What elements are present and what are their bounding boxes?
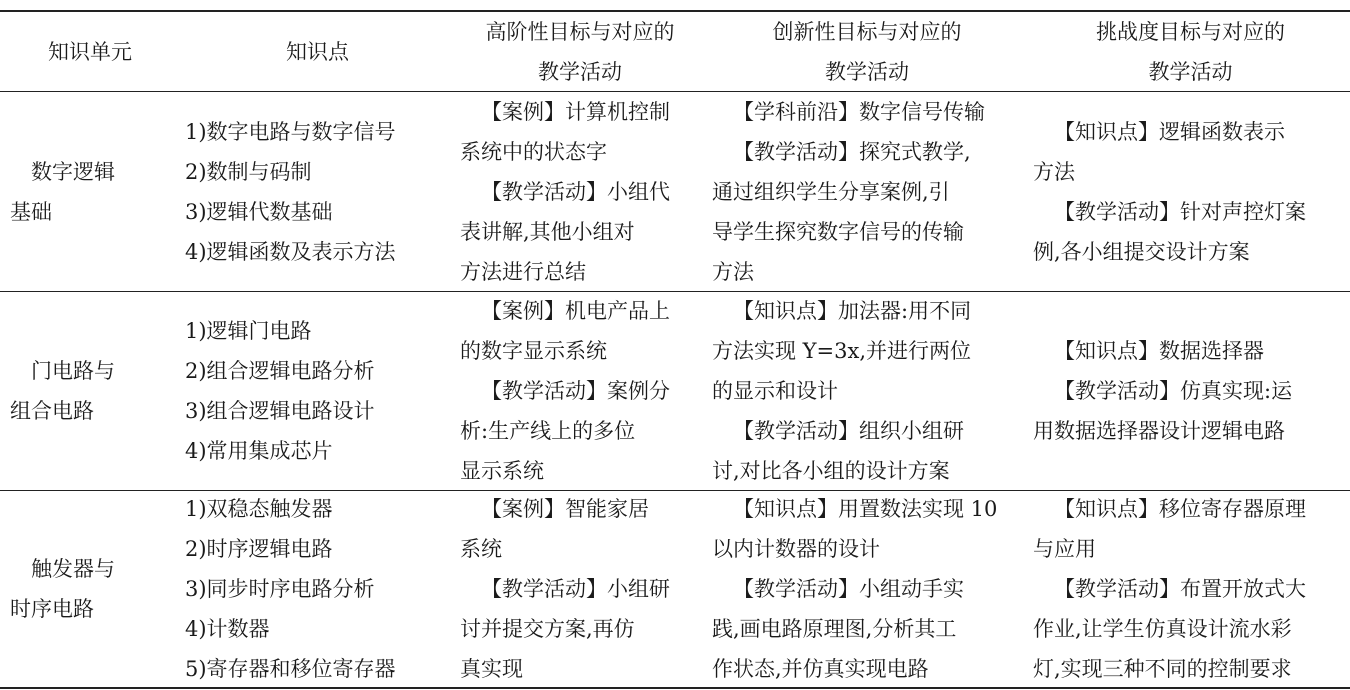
cell-text: 的数字显示系统	[460, 339, 607, 363]
cell-text: 用数据选择器设计逻辑电路	[1033, 419, 1285, 443]
header-knowledge-points	[185, 12, 450, 91]
cell-text: 真实现	[460, 657, 523, 681]
cell-text: 导学生探究数字信号的传输	[712, 219, 964, 244]
cell-text: 数字逻辑	[31, 159, 115, 184]
row2-points	[185, 292, 450, 490]
header-text: 教学活动	[825, 59, 909, 84]
row2-challenge	[1033, 292, 1348, 490]
cell-text: 析:生产线上的多位	[460, 419, 636, 443]
cell-text: 【案例】机电产品上	[481, 299, 670, 323]
cell-text: 时序电路	[10, 597, 94, 621]
cell-text: 【案例】计算机控制	[481, 99, 670, 124]
header-text: 知识单元	[48, 39, 132, 64]
cell-text: 【知识点】移位寄存器原理	[1054, 497, 1306, 521]
cell-text: 【知识点】逻辑函数表示	[1054, 119, 1285, 144]
row1-higher	[460, 92, 700, 291]
row3-challenge	[1033, 491, 1348, 687]
list-item: 3)逻辑代数基础	[185, 199, 333, 224]
header-knowledge-unit	[10, 12, 170, 91]
cell-text: 与应用	[1033, 537, 1096, 561]
cell-text: 以内计数器的设计	[712, 537, 880, 561]
cell-text: 【教学活动】小组代	[481, 179, 670, 204]
cell-text: 组合电路	[10, 399, 94, 423]
row3-unit	[10, 491, 170, 687]
list-item: 2)组合逻辑电路分析	[185, 359, 375, 383]
cell-text: 系统中的状态字	[460, 139, 607, 164]
header-higher-order	[460, 12, 700, 91]
cell-text: 作业,让学生仿真设计流水彩	[1033, 617, 1292, 641]
header-text: 教学活动	[538, 59, 622, 84]
list-item: 4)计数器	[185, 617, 270, 641]
cell-text: 【教学活动】组织小组研	[733, 419, 964, 443]
cell-text: 方法实现 Y=3x,并进行两位	[712, 339, 972, 363]
cell-text: 【知识点】用置数法实现 10	[733, 497, 998, 521]
cell-text: 基础	[10, 199, 52, 224]
cell-text: 讨并提交方案,再仿	[460, 617, 635, 641]
header-text: 挑战度目标与对应的	[1096, 19, 1285, 44]
cell-text: 【教学活动】小组研	[481, 577, 670, 601]
header-text: 知识点	[286, 39, 349, 64]
header-text: 教学活动	[1148, 59, 1233, 84]
header-text: 高阶性目标与对应的	[485, 19, 675, 44]
list-item: 4)逻辑函数及表示方法	[185, 239, 396, 264]
cell-text: 门电路与	[31, 359, 115, 383]
header-innovation	[712, 12, 1022, 91]
header-text: 创新性目标与对应的	[772, 19, 962, 44]
cell-text: 的显示和设计	[712, 379, 838, 403]
row1-unit	[10, 92, 170, 291]
cell-text: 方法进行总结	[460, 259, 586, 284]
list-item: 3)组合逻辑电路设计	[185, 399, 375, 423]
row1-innovation	[712, 92, 1022, 291]
cell-text: 方法	[712, 259, 754, 284]
cell-text: 践,画电路原理图,分析其工	[712, 617, 957, 641]
cell-text: 【教学活动】布置开放式大	[1054, 577, 1306, 601]
cell-text: 例,各小组提交设计方案	[1033, 239, 1250, 264]
row2-unit	[10, 292, 170, 490]
list-item: 2)时序逻辑电路	[185, 537, 333, 561]
cell-text: 通过组织学生分享案例,引	[712, 179, 950, 204]
list-item: 5)寄存器和移位寄存器	[185, 657, 396, 681]
cell-text: 表讲解,其他小组对	[460, 219, 635, 244]
cell-text: 【教学活动】小组动手实	[733, 577, 964, 601]
cell-text: 作状态,并仿真实现电路	[712, 657, 929, 681]
list-item: 1)逻辑门电路	[185, 319, 312, 343]
row2-innovation	[712, 292, 1022, 490]
cell-text: 【教学活动】探究式教学,	[733, 139, 971, 164]
cell-text: 【知识点】数据选择器	[1054, 339, 1264, 363]
cell-text: 系统	[460, 537, 502, 561]
cell-text: 【教学活动】案例分	[481, 379, 670, 403]
cell-text: 触发器与	[31, 557, 115, 581]
row1-points	[185, 92, 450, 291]
cell-text: 【知识点】加法器:用不同	[733, 299, 972, 323]
cell-text: 【案例】智能家居	[481, 497, 649, 521]
list-item: 2)数制与码制	[185, 159, 312, 184]
list-item: 4)常用集成芯片	[185, 439, 333, 463]
header-challenge	[1033, 12, 1348, 91]
cell-text: 【教学活动】仿真实现:运	[1054, 379, 1293, 403]
cell-text: 【学科前沿】数字信号传输	[733, 99, 985, 124]
row3-innovation	[712, 491, 1022, 687]
cell-text: 方法	[1033, 159, 1075, 184]
row1-challenge	[1033, 92, 1348, 291]
cell-text: 显示系统	[460, 459, 544, 483]
list-item: 1)双稳态触发器	[185, 497, 333, 521]
cell-text: 灯,实现三种不同的控制要求	[1033, 657, 1292, 681]
row2-higher	[460, 292, 700, 490]
row3-points	[185, 491, 450, 687]
cell-text: 讨,对比各小组的设计方案	[712, 459, 950, 483]
list-item: 1)数字电路与数字信号	[185, 119, 396, 144]
row3-higher	[460, 491, 700, 687]
cell-text: 【教学活动】针对声控灯案	[1054, 199, 1306, 224]
list-item: 3)同步时序电路分析	[185, 577, 375, 601]
